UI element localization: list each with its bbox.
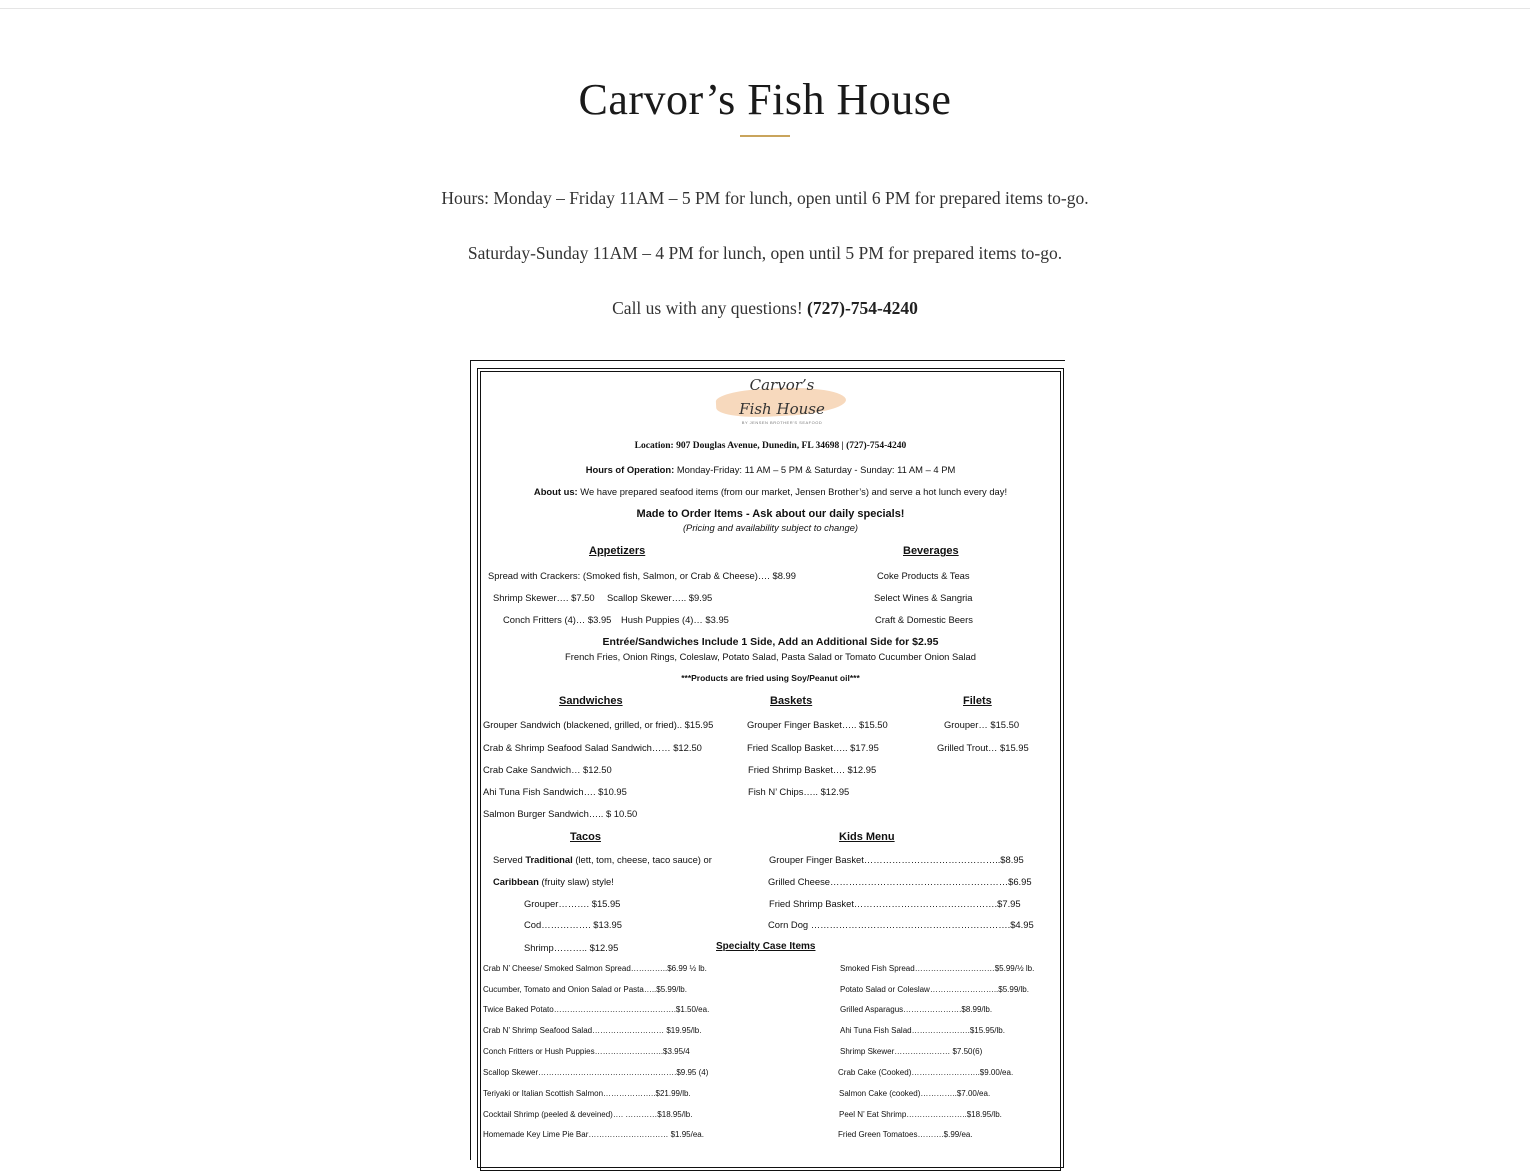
specialty-heading: Specialty Case Items <box>716 941 816 952</box>
sides-list: French Fries, Onion Rings, Coleslaw, Potato Salad, Pasta Salad or Tomato Cucumber Onion Salad <box>565 651 976 662</box>
sandwich-item: Ahi Tuna Fish Sandwich…. $10.95 <box>483 786 627 797</box>
fried-note: ***Products are fried using Soy/Peanut oil*** <box>681 673 860 683</box>
menu-hours-label: Hours of Operation: <box>585 464 675 475</box>
kids-item: Fried Shrimp Basket……………………………………….$7.95 <box>769 898 1021 909</box>
beverage-item: Select Wines & Sangria <box>874 592 973 603</box>
specialty-item-left: Crab N’ Cheese/ Smoked Salmon Spread…………..$6.99 ½ lb. <box>483 964 707 973</box>
appetizer-item: Spread with Crackers: (Smoked fish, Salmon, or Crab & Cheese)…. $8.99 <box>488 570 796 581</box>
beverage-item: Coke Products & Teas <box>877 570 970 581</box>
kids-item: Corn Dog ……………………………………………………….$4.95 <box>768 919 1034 930</box>
specialty-item-left: Teriyaki or Italian Scottish Salmon………………..$21.99/lb. <box>483 1089 691 1098</box>
kids-item: Grouper Finger Basket……………………………………..$8.95 <box>769 854 1024 865</box>
sandwiches-heading: Sandwiches <box>559 695 623 707</box>
specialty-item-left: Homemade Key Lime Pie Bar………………………… $1.95/ea. <box>483 1130 704 1139</box>
specialty-item-right: Shrimp Skewer………………… $7.50(6) <box>840 1047 983 1056</box>
specialty-item-right: Fried Green Tomatoes……….$.99/ea. <box>838 1130 973 1139</box>
appetizer-item: Scallop Skewer….. $9.95 <box>607 592 713 603</box>
menu-about-label: About us: <box>533 486 578 497</box>
hours-weekday: Hours: Monday – Friday 11AM – 5 PM for lunch, open until 6 PM for prepared items to-go. <box>441 188 1089 208</box>
beverages-heading: Beverages <box>903 545 959 557</box>
logo-tagline: BY JENSEN BROTHER'S SEAFOOD <box>741 420 823 425</box>
tacos-heading: Tacos <box>570 831 601 843</box>
menu-location: Location: 907 Douglas Avenue, Dunedin, FL 34698 | (727)-754-4240 <box>634 441 907 451</box>
baskets-heading: Baskets <box>770 695 813 707</box>
appetizer-item: Shrimp Skewer…. $7.50 <box>493 592 595 603</box>
title-underline <box>740 135 790 137</box>
beverage-item: Craft & Domestic Beers <box>875 614 973 625</box>
call-prefix: Call us with any questions! <box>612 298 803 318</box>
appetizers-heading: Appetizers <box>589 545 646 557</box>
logo-text-line1: Carvor’s <box>749 376 815 394</box>
menu-hours-text: Monday-Friday: 11 AM – 5 PM & Saturday - Sunday: 11 AM – 4 PM <box>676 464 956 475</box>
menu-about <box>480 486 1061 497</box>
basket-item: Fried Shrimp Basket…. $12.95 <box>748 764 877 775</box>
tacos-style-line2 <box>493 876 614 887</box>
menu-about-text: We have prepared seafood items (from our market, Jensen Brother’s) and serve a hot lunch every day! <box>580 486 1008 497</box>
menu-logo <box>712 374 852 428</box>
phone-link[interactable]: (727)-754-4240 <box>807 298 918 318</box>
taco-item: Shrimp……….. $12.95 <box>524 942 619 953</box>
taco-item: Cod……………. $13.95 <box>524 919 622 930</box>
sandwich-item: Crab Cake Sandwich… $12.50 <box>483 764 612 775</box>
header-divider <box>0 8 1530 9</box>
tacos-style-line1 <box>493 854 712 865</box>
page-title: Carvor’s Fish House <box>578 75 952 124</box>
tacos-caribbean: Caribbean <box>493 876 539 887</box>
call-line <box>0 298 1530 319</box>
made-to-order: Made to Order Items - Ask about our daily specials! <box>636 508 905 520</box>
specialty-item-right: Ahi Tuna Fish Salad………………….$15.95/lb. <box>840 1026 1005 1035</box>
specialty-item-left: Scallop Skewer…………………………………………….$9.95 (4) <box>483 1068 709 1077</box>
menu-hours <box>480 464 1061 475</box>
filet-item: Grouper… $15.50 <box>944 719 1020 730</box>
basket-item: Fried Scallop Basket….. $17.95 <box>747 742 879 753</box>
specialty-item-left: Conch Fritters or Hush Puppies……………………..$3.95/4 <box>483 1047 690 1056</box>
taco-item: Grouper………. $15.95 <box>524 898 621 909</box>
sandwich-item: Grouper Sandwich (blackened, grilled, or fried).. $15.95 <box>483 719 714 730</box>
tacos-served: Served <box>493 854 523 865</box>
pricing-note: (Pricing and availability subject to change) <box>682 522 859 533</box>
specialty-item-right: Salmon Cake (cooked)…………..$7.00/ea. <box>839 1089 991 1098</box>
specialty-item-right: Potato Salad or Coleslaw……………………..$5.99/lb. <box>840 985 1029 994</box>
specialty-item-right: Peel N’ Eat Shrimp…………………..$18.95/lb. <box>839 1110 1002 1119</box>
filets-heading: Filets <box>963 695 992 707</box>
filet-item: Grilled Trout… $15.95 <box>937 742 1029 753</box>
specialty-item-right: Crab Cake (Cooked)……………………..$9.00/ea. <box>838 1068 1014 1077</box>
sides-heading: Entrée/Sandwiches Include 1 Side, Add an Additional Side for $2.95 <box>602 636 939 648</box>
tacos-traditional-desc: (lett, tom, cheese, taco sauce) or <box>575 854 712 865</box>
specialty-item-left: Twice Baked Potato……………………………………….$1.50/ea. <box>483 1005 710 1014</box>
tacos-caribbean-desc: (fruity slaw) style! <box>541 876 614 887</box>
specialty-item-left: Cucumber, Tomato and Onion Salad or Pasta…..$5.99/lb. <box>483 985 687 994</box>
sandwich-item: Salmon Burger Sandwich….. $ 10.50 <box>483 808 638 819</box>
specialty-item-left: Cocktail Shrimp (peeled & deveined)…. …………$18.95/lb. <box>483 1110 693 1119</box>
hours-weekend: Saturday-Sunday 11AM – 4 PM for lunch, open until 5 PM for prepared items to-go. <box>467 243 1063 263</box>
basket-item: Grouper Finger Basket….. $15.50 <box>747 719 888 730</box>
specialty-item-right: Grilled Asparagus………………….$8.99/lb. <box>840 1005 993 1014</box>
specialty-item-right: Smoked Fish Spread…………………………$5.99/½ lb. <box>840 964 1035 973</box>
appetizer-item: Conch Fritters (4)… $3.95 <box>503 614 612 625</box>
basket-item: Fish N’ Chips….. $12.95 <box>748 786 850 797</box>
appetizer-item: Hush Puppies (4)… $3.95 <box>621 614 729 625</box>
specialty-item-left: Crab N’ Shrimp Seafood Salad……………………… $19.95/lb. <box>483 1026 702 1035</box>
tacos-traditional: Traditional <box>525 854 573 865</box>
sandwich-item: Crab & Shrimp Seafood Salad Sandwich…… $12.50 <box>483 742 702 753</box>
logo-text-line2: Fish House <box>739 400 825 418</box>
kids-menu-heading: Kids Menu <box>839 831 895 843</box>
kids-item: Grilled Cheese…………………………………………………$6.95 <box>768 876 1032 887</box>
